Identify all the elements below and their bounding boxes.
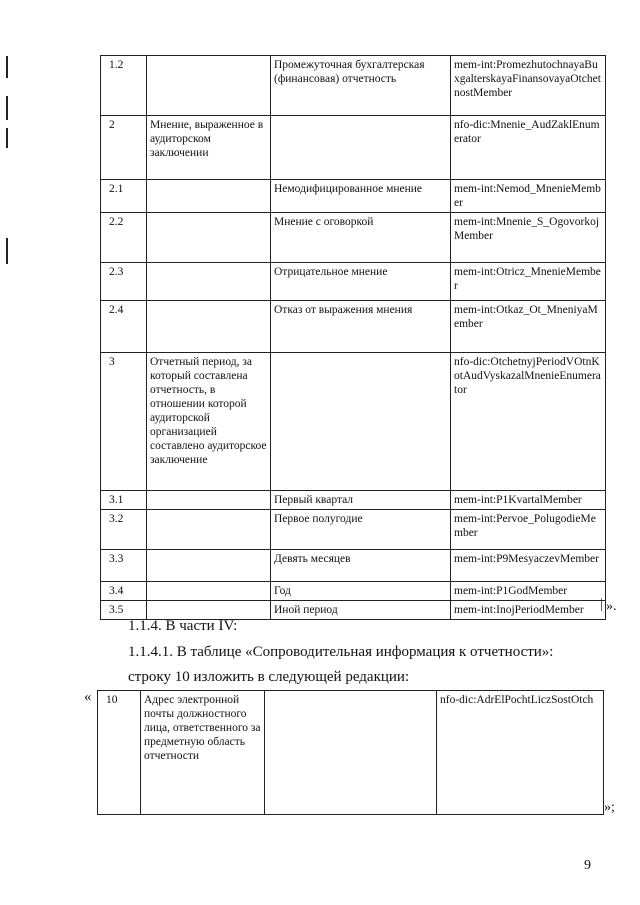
paragraph-1-1-4-1: 1.1.4.1. В таблице «Сопроводительная информация к отчетности»:	[128, 644, 554, 660]
row-code: mem-int:Otkaz_Ot_MneniyaMember	[451, 301, 606, 353]
table-row	[101, 491, 606, 510]
row-code: mem-int:P1GodMember	[451, 582, 606, 601]
row-label: Немодифицированное мнение	[271, 180, 451, 213]
row-number: 1.2	[101, 56, 147, 116]
row-number: 2.1	[101, 180, 147, 213]
row-code: nfo-dic:OtchetnyjPeriodVOtnKotAudVyskazalMnenieEnumerator	[451, 353, 606, 491]
accompanying-info-table	[97, 690, 604, 815]
row-number: 2	[101, 116, 147, 180]
row-name	[147, 213, 271, 263]
row-code: mem-int:Nemod_MnenieMember	[451, 180, 606, 213]
row-number: 3.1	[101, 491, 147, 510]
row-code: mem-int:InojPeriodMember	[451, 601, 606, 620]
margin-mark	[6, 56, 8, 78]
row-number: 3.5	[101, 601, 147, 620]
row-code: nfo-dic:AdrElPochtLiczSostOtch	[437, 691, 604, 815]
row-label: Мнение с оговоркой	[271, 213, 451, 263]
margin-mark	[6, 128, 8, 148]
row-label: Первое полугодие	[271, 510, 451, 550]
row-code: mem-int:P9MesyaczevMember	[451, 550, 606, 582]
paragraph-row-10: строку 10 изложить в следующей редакции:	[128, 669, 410, 685]
margin-mark	[6, 96, 8, 120]
row-name: Адрес электронной почты должностного лица, ответственного за предметную область отчетности	[141, 691, 265, 815]
row-label: Отказ от выражения мнения	[271, 301, 451, 353]
row-name	[147, 491, 271, 510]
row-name	[147, 301, 271, 353]
row-number: 2.4	[101, 301, 147, 353]
paragraph-1-1-4: 1.1.4. В части IV:	[128, 618, 238, 634]
row-number: 3.2	[101, 510, 147, 550]
page-number: 9	[584, 858, 591, 873]
closing-pipe: |	[600, 597, 603, 612]
table-row	[101, 353, 606, 491]
table-row	[101, 601, 606, 620]
row-label	[271, 116, 451, 180]
row-code: mem-int:Otricz_MnenieMember	[451, 263, 606, 301]
row-name	[147, 180, 271, 213]
row-label: Девять месяцев	[271, 550, 451, 582]
row-number: 2.2	[101, 213, 147, 263]
row-name	[147, 601, 271, 620]
row-number: 3.3	[101, 550, 147, 582]
margin-mark	[6, 238, 8, 264]
row-number: 3.4	[101, 582, 147, 601]
table-row	[98, 691, 604, 815]
row-number: 10	[98, 691, 141, 815]
table-row	[101, 213, 606, 263]
row-label: Первый квартал	[271, 491, 451, 510]
table-row	[101, 180, 606, 213]
row-code: mem-int:P1KvartalMember	[451, 491, 606, 510]
classification-table	[100, 55, 606, 620]
row-name	[147, 582, 271, 601]
row-label	[265, 691, 437, 815]
row-name	[147, 56, 271, 116]
opening-quote: «	[84, 689, 92, 705]
row-name	[147, 510, 271, 550]
row-number: 2.3	[101, 263, 147, 301]
row-name	[147, 263, 271, 301]
row-code: mem-int:PromezhutochnayaBuxgalterskayaFinansovayaOtchetnostMember	[451, 56, 606, 116]
table-row	[101, 56, 606, 116]
table-row	[101, 301, 606, 353]
row-name	[147, 550, 271, 582]
row-name: Мнение, выраженное в аудиторском заключении	[147, 116, 271, 180]
row-code: nfo-dic:Mnenie_AudZaklEnumerator	[451, 116, 606, 180]
row-label: Промежуточная бухгалтерская (финансовая) отчетность	[271, 56, 451, 116]
table-row	[101, 550, 606, 582]
row-label	[271, 353, 451, 491]
row-name: Отчетный период, за который составлена отчетность, в отношении которой аудиторской организацией составлено аудиторское заключение	[147, 353, 271, 491]
table-row	[101, 510, 606, 550]
row-label: Иной период	[271, 601, 451, 620]
row-label: Отрицательное мнение	[271, 263, 451, 301]
row-code: mem-int:Mnenie_S_OgovorkojMember	[451, 213, 606, 263]
table-row	[101, 116, 606, 180]
table-row	[101, 582, 606, 601]
row-code: mem-int:Pervoe_PolugodieMember	[451, 510, 606, 550]
table-row	[101, 263, 606, 301]
row-number: 3	[101, 353, 147, 491]
row-label: Год	[271, 582, 451, 601]
closing-quote: ».	[606, 599, 617, 614]
closing-quote: »;	[604, 800, 615, 815]
